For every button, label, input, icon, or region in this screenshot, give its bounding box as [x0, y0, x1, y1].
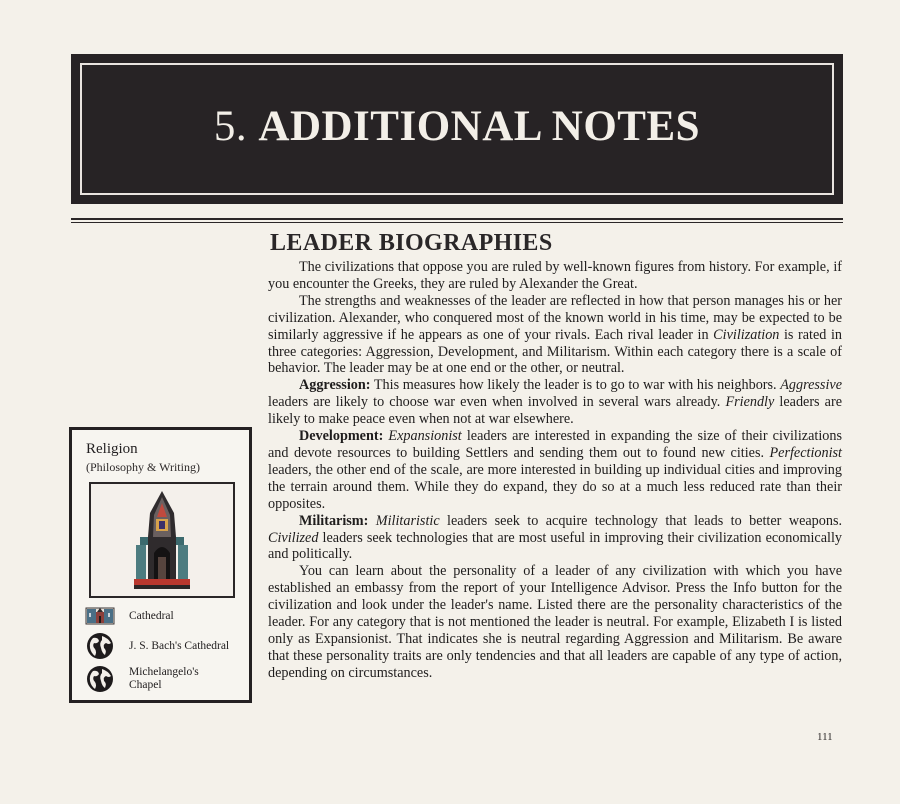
chapter-number: 5. [213, 103, 248, 150]
development-term-perfectionist: Perfectionist [769, 444, 842, 461]
game-title-italic: Civilization [713, 326, 780, 343]
aggression-text-c: leaders are likely to make peace even when not at war elsewhere. [268, 394, 843, 428]
development-text-a: leaders are interested in expanding the size of their civilizations and devote resources to building Settlers and sending them out to found new cities. [268, 428, 842, 461]
aggression-text-a: This measures how likely the leader is to go to war with his neighbors. [370, 377, 781, 394]
militarism-term-civilized: Civilized [268, 529, 319, 546]
page-number: 111 [817, 731, 833, 743]
wonder-image-frame [89, 482, 235, 598]
paragraph-militarism [268, 513, 842, 564]
militarism-label: Militarism: [299, 512, 369, 529]
paragraph-strengths-text-a: The strengths and weaknesses of the leader are reflected in how that person manages his or her civilization. Alexander, who conquered most of the known world in his time, may be expected to be similarly aggressive if he appears as one of your rivals. Each rival leader in [268, 292, 842, 343]
aggression-text-b: leaders are likely to choose war even when involved in several wars already. [268, 394, 726, 411]
sidebar-subtitle: (Philosophy & Writing) [86, 460, 200, 474]
aggression-label: Aggression: [299, 377, 371, 394]
religion-sidebar [69, 427, 252, 703]
paragraph-embassy-text: You can learn about the personality of a leader of any civilization with which you have established an embassy from the report of your Intelligence Advisor. Press the Info button for the civilization and look under the leader's name. Listed there are the personality characteristics of the leader. For any category that is not mentioned the leader is neutral. For example, Elizabeth I is listed only as Expansionist. That indicates she is neutral regarding Aggression and Militarism. Be aware that these personality traits are only tendencies and that all leaders are capable of any type of action, depending on circumstances. [268, 563, 842, 681]
sidebar-list [85, 601, 247, 697]
chapter-header-band [71, 54, 843, 204]
militarism-text-b: leaders seek technologies that are most useful in improving their civilization economically and politically. [268, 529, 842, 563]
paragraph-development [268, 428, 842, 513]
sidebar-item-label: J. S. Bach's Cathedral [129, 639, 230, 652]
aggression-term-aggressive: Aggressive [780, 377, 842, 394]
header-rule-thick [71, 218, 843, 220]
sidebar-item-label: Michelangelo's Chapel [129, 666, 199, 691]
development-label: Development: [299, 428, 384, 445]
chapel-illustration [134, 487, 190, 591]
body-text [268, 259, 842, 682]
header-rule-thin [71, 222, 843, 223]
aggression-term-friendly: Friendly [725, 394, 775, 411]
paragraph-strengths [268, 293, 842, 378]
sidebar-item-label: Cathedral [129, 609, 174, 622]
paragraph-embassy [268, 563, 842, 681]
paragraph-aggression [268, 377, 842, 428]
chapter-title [71, 102, 843, 151]
paragraph-intro [268, 259, 842, 293]
development-term-expansionist: Expansionist [388, 428, 462, 445]
globe-icon [85, 664, 115, 694]
militarism-term-militaristic: Militaristic [375, 512, 440, 529]
sidebar-title: Religion [86, 441, 138, 457]
sidebar-item-bach-cathedral [85, 631, 247, 661]
cathedral-icon [85, 601, 115, 631]
development-text-b: leaders, the other end of the scale, are more interested in building up individual cities and improving the terrain around them. While they do expand, they do so at a much less reduced rate than their opposites. [268, 461, 842, 512]
paragraph-strengths-text-b: is rated in three categories: Aggression, Development, and Militarism. Within each category there is a scale of behavior. The leader may be at one end or the other, or neutral. [268, 326, 843, 377]
paragraph-intro-text: The civilizations that oppose you are ruled by well-known figures from history. For example, if you encounter the Greeks, they are ruled by Alexander the Great. [268, 259, 842, 292]
sidebar-item-michelangelo-chapel [85, 661, 247, 697]
militarism-text-a: leaders seek to acquire technology that leads to better weapons. [439, 512, 843, 529]
section-heading: LEADER BIOGRAPHIES [270, 230, 553, 256]
sidebar-item-cathedral [85, 601, 247, 631]
chapter-title-text: ADDITIONAL NOTES [258, 103, 701, 150]
globe-icon [85, 631, 115, 661]
